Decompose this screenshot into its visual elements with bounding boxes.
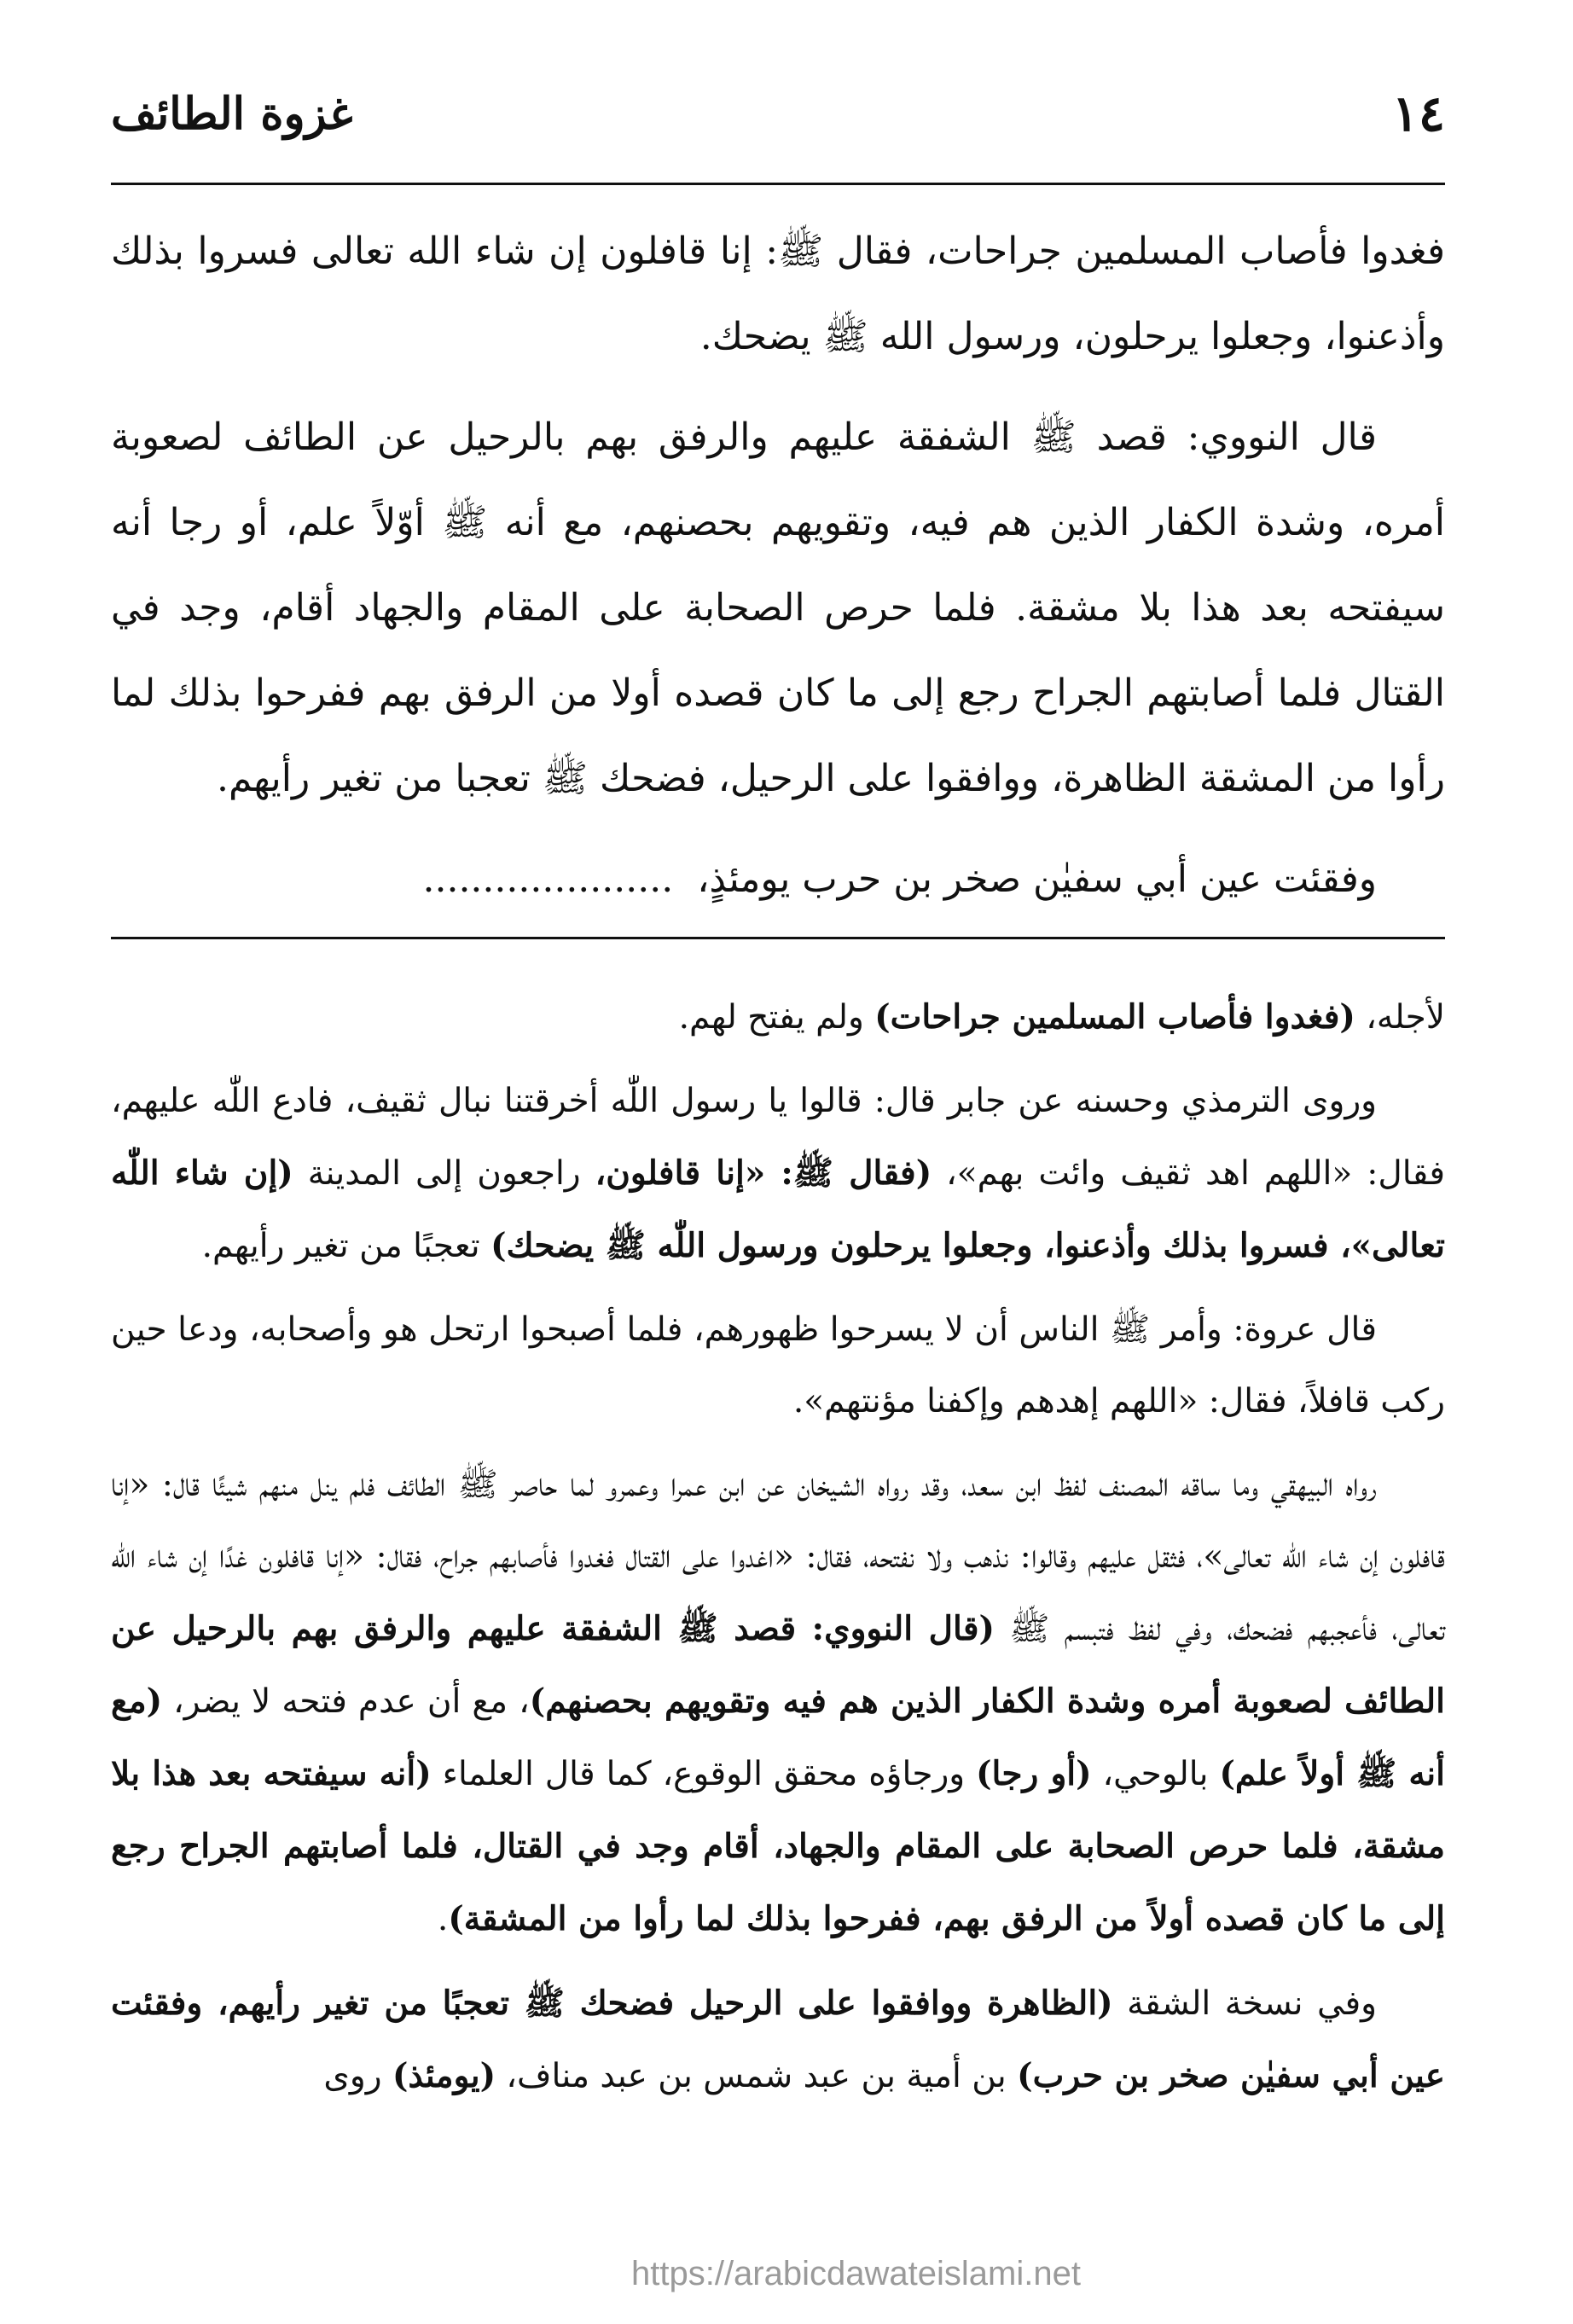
page-header: [111, 67, 1445, 160]
commentary-paragraph-3: قال عروة: وأمر ﷺ الناس أن لا يسرحوا ظهورهم، فلما أصبحوا ارتحل هو وأصحابه، ودعا حين ركب قافلاً، فقال: «اللهم إهدهم وإكفنا مؤنتهم».: [111, 1310, 1445, 1421]
commentary-rule: [111, 937, 1445, 939]
quoted-matn: (أو رجا): [976, 1754, 1092, 1793]
main-paragraph-3: [111, 837, 1445, 922]
header-rule: [111, 183, 1445, 185]
quoted-matn: (مع أنه ﷺ أولاً علم): [111, 1682, 1445, 1793]
main-paragraph-3-text: وفقئت عين أبي سفيٰن صخر بن حرب يومئذٍ،: [697, 857, 1377, 901]
quoted-matn: (إن شاء اللّٰه تعالى»، فسروا بذلك وأذعنوا، وجعلوا يرحلون ورسول اللّٰه ﷺ يضحك): [111, 1153, 1445, 1265]
quoted-matn: (يومئذ): [392, 2056, 496, 2095]
quoted-matn: (قال النووي: قصد ﷺ الشفقة عليهم والرفق بهم بالرحيل عن الطائف لصعوبة أمره وشدة الكفار الذين هم فيه وتقويهم بحصنهم): [111, 1609, 1445, 1721]
commentary-text-run: .: [437, 1900, 449, 1938]
commentary-text-run: روى: [323, 2057, 392, 2095]
page-number: ١٤: [1391, 84, 1445, 142]
main-text: [111, 209, 1445, 938]
main-paragraph-2: قال النووي: قصد ﷺ الشفقة عليهم والرفق بهم بالرحيل عن الطائف لصعوبة أمره، وشدة الكفار الذين هم فيه، وتقويهم بحصنهم، مع أنه ﷺ أوّلاً علم، أو رجا أنه سيفتحه بعد هذا بلا مشقة. فلما حرص الصحابة على المقام والجهاد أقام، وجد في القتال فلما أصابتهم الجراح رجع إلى ما كان قصده أولا من الرفق بهم ففرحوا بذلك لما رأوا من المشقة الظاهرة، ووافقوا على الرحيل، فضحك ﷺ تعجبا من تغير رأيهم.: [111, 415, 1445, 800]
commentary-text-run: لأجله،: [1355, 998, 1445, 1037]
commentary-text-run: راجعون إلى المدينة: [293, 1154, 595, 1193]
commentary-text-run: رواه البيهقي وما ساقه المصنف لفظ ابن سعد، وقد رواه الشيخان عن ابن عمرا وعمرو لما حاصر ﷺ الطائف فلم ينل منهم شيئًا قال: «إنا قافلون إن شاء اللّٰه تعالى»، فثقل عليهم وقالوا: نذهب ولا نفتحه، فقال: «اغدوا على القتال فغدوا فأصابهم جراح، فقال: «إنا قافلون غدًا إن شاء اللّٰه تعالى، فأعجبهم فضحك، وفي لفظ فتبسم ﷺ: [111, 1466, 1445, 1648]
commentary-paragraph-4: [111, 1450, 1445, 1955]
commentary-text-run: ورجاؤه محقق الوقوع، كما قال العلماء: [431, 1755, 977, 1793]
commentary-text-run: بالوحي،: [1091, 1755, 1220, 1793]
commentary-text-run: بن أمية بن عبد شمس بن عبد مناف،: [496, 2057, 1018, 2095]
continuation-dots: .....................: [422, 857, 674, 901]
main-paragraph-1: فغدوا فأصاب المسلمين جراحات، فقال ﷺ: إنا قافلون إن شاء الله تعالى فسروا بذلك وأذعنوا، وجعلوا يرحلون، ورسول الله ﷺ يضحك.: [111, 229, 1445, 358]
commentary-paragraph-1: [111, 981, 1445, 1054]
quoted-matn: (فغدوا فأصاب المسلمين جراحات): [874, 997, 1355, 1037]
commentary-text-run: وفي نسخة الشقة: [1112, 1984, 1377, 2023]
commentary-paragraph-2: [111, 1066, 1445, 1282]
commentary-text-run: ولم يفتح لهم.: [678, 998, 875, 1037]
commentary-paragraph-5: [111, 1967, 1445, 2112]
running-title: غزوة الطائف: [111, 87, 353, 140]
commentary-text-run: ، مع أن عدم فتحه لا يضر،: [162, 1682, 530, 1721]
quoted-matn: (أنه سيفتحه بعد هذا بلا مشقة، فلما حرص الصحابة على المقام والجهاد، أقام وجد في القتال، فلما أصابتهم الجراح رجع إلى ما كان قصده أولاً من الرفق بهم، ففرحوا بذلك لما رأوا من المشقة): [111, 1754, 1445, 1938]
watermark-url: https://arabicdawateislami.net: [631, 2255, 1081, 2292]
quoted-matn: (الظاهرة ووافقوا على الرحيل فضحك ﷺ تعجبًا من تغير رأيهم، وفقئت عين أبي سفيٰن صخر بن حرب): [111, 1984, 1445, 2095]
commentary-text-run: تعجبًا من تغير رأيهم.: [201, 1227, 491, 1265]
quoted-matn: (فقال ﷺ: «إنا قافلون،: [595, 1153, 932, 1193]
commentary-text: [111, 981, 1445, 2124]
commentary-text-run: وروى الترمذي وحسنه عن جابر قال: قالوا يا رسول اللّٰه أخرقتنا نبال ثقيف، فادع اللّٰه عليهم، فقال: «اللهم اهد ثقيف وائت بهم»،: [111, 1082, 1445, 1193]
